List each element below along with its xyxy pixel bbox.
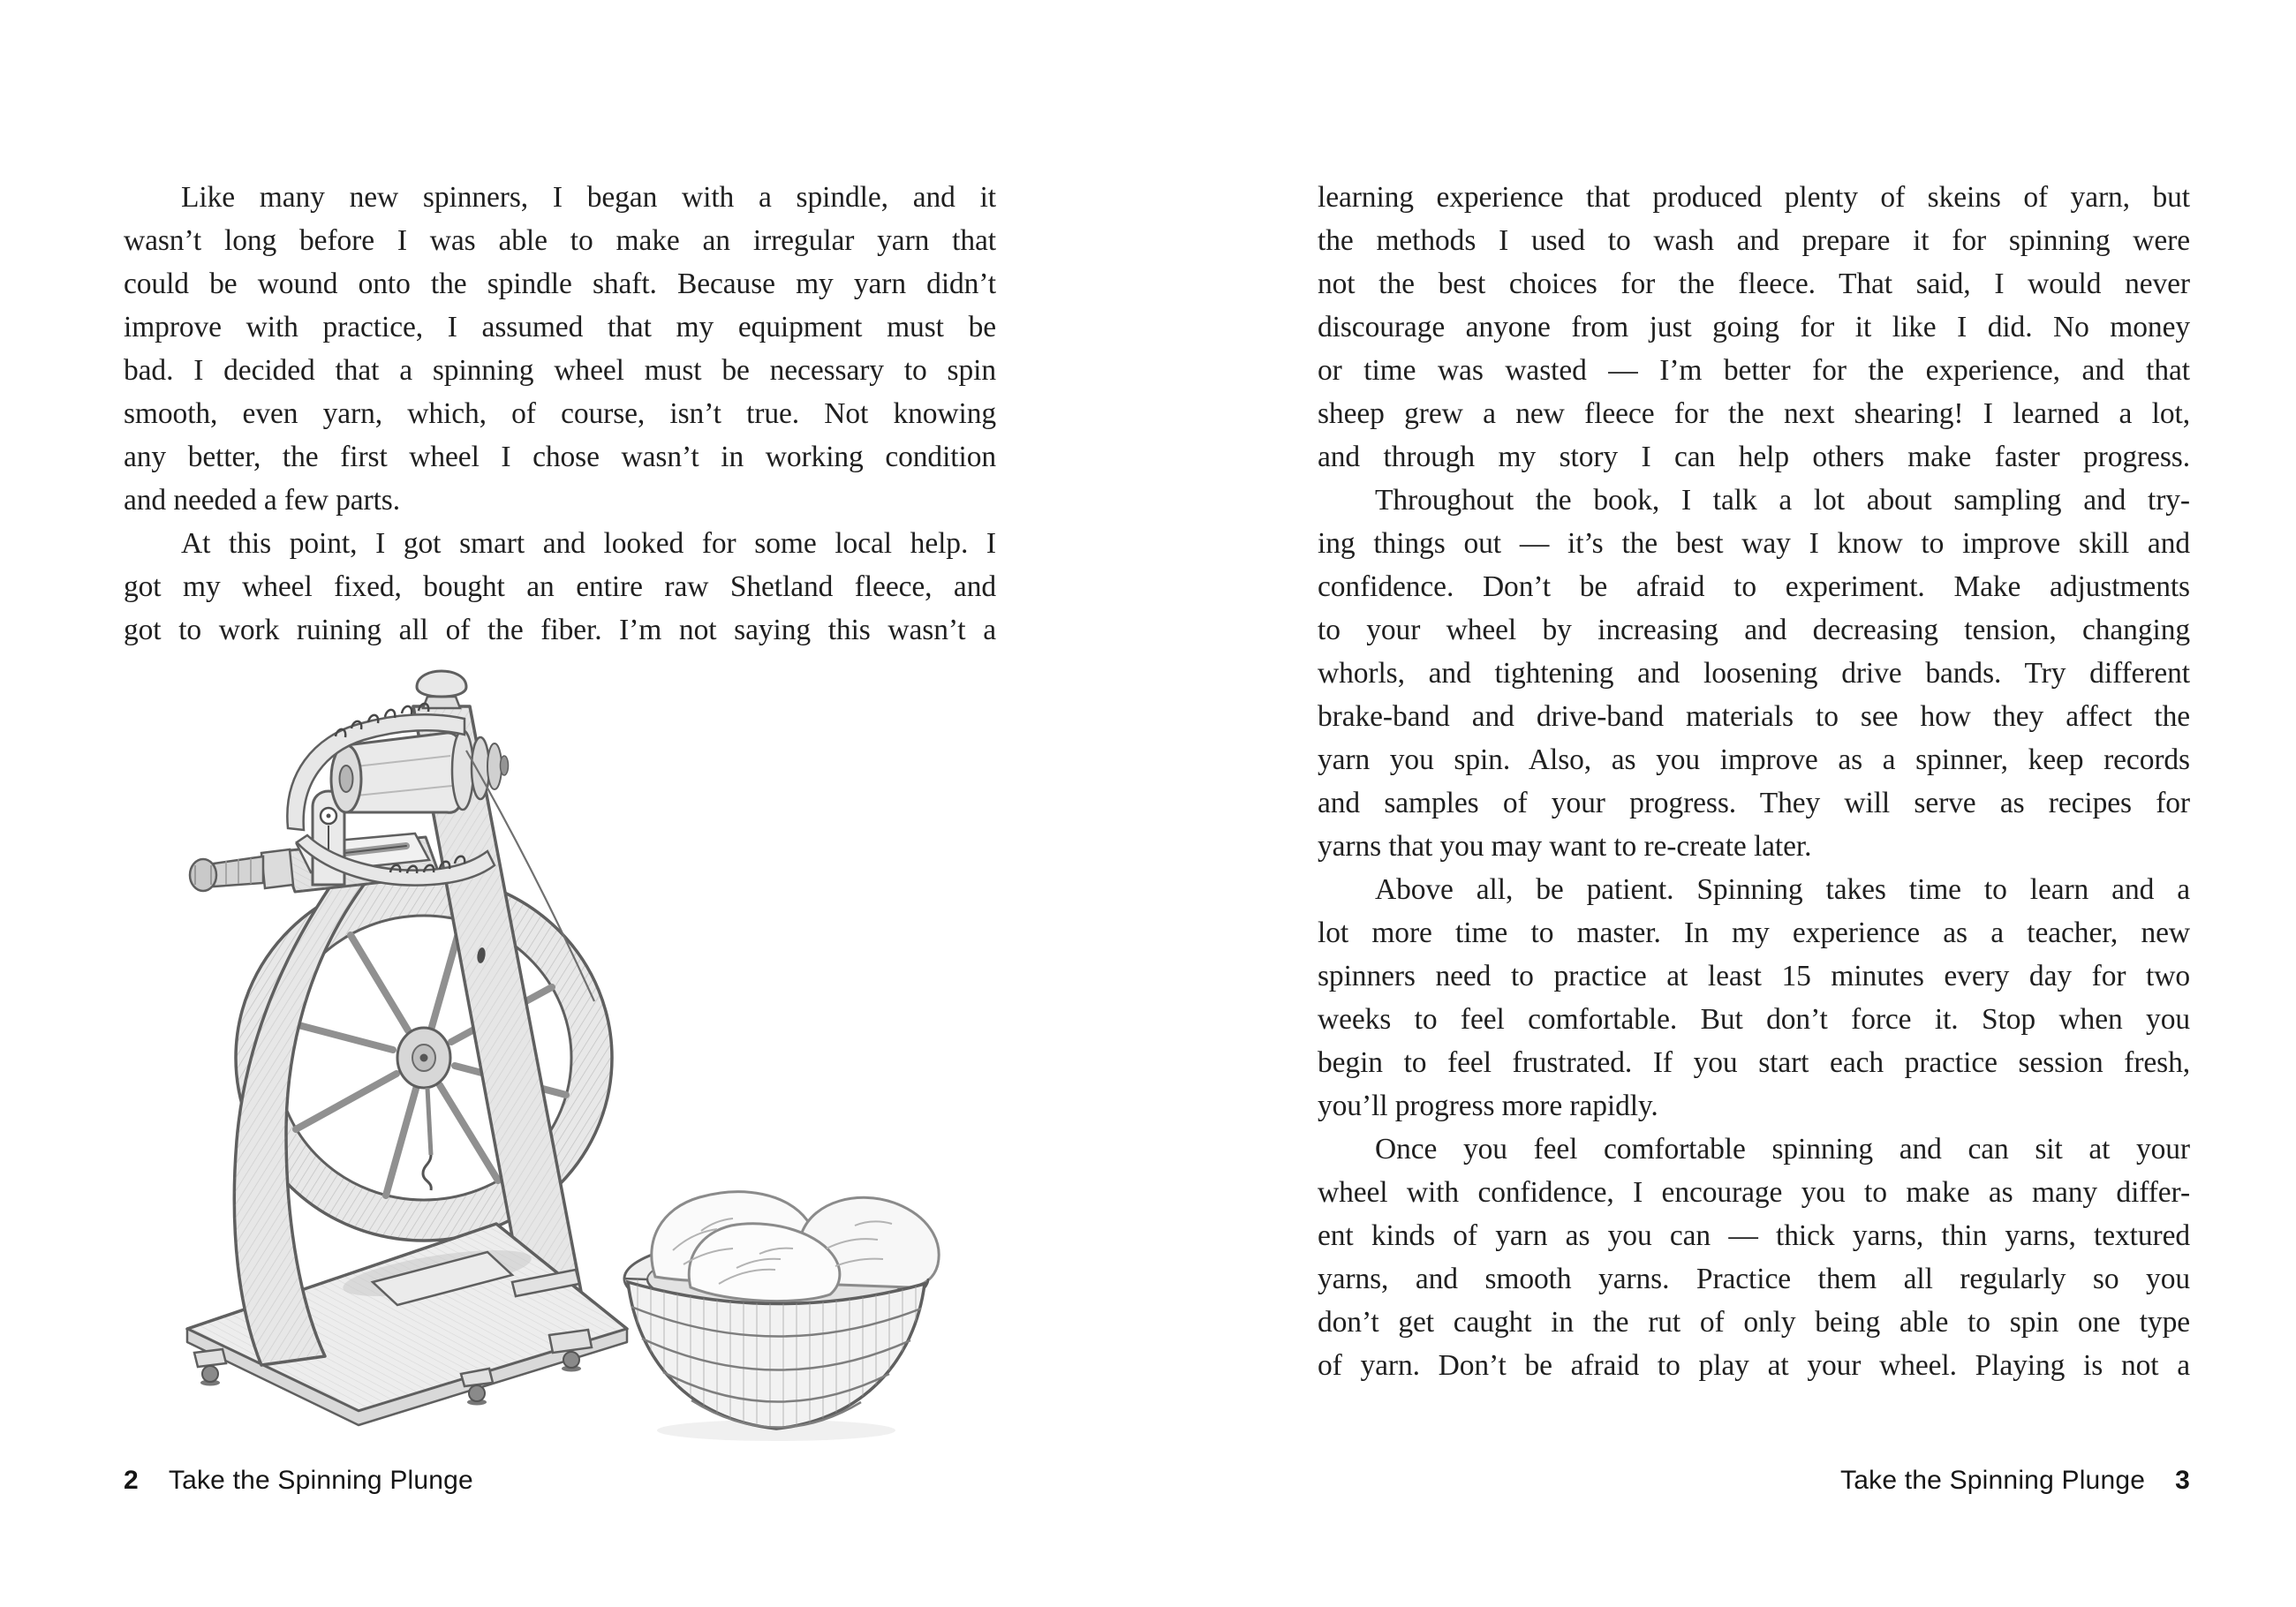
bobbin (346, 733, 463, 812)
text-line: smooth, even yarn, which, of course, isn’t true. Not knowing (124, 397, 996, 430)
text-line: you’ll progress more rapidly. (1318, 1090, 1658, 1122)
body-paragraph (1318, 868, 2190, 1128)
right-page-text-column (1318, 176, 2190, 1387)
text-line: lot more time to master. In my experience as a teacher, new (1318, 917, 2190, 949)
text-line: sheep grew a new fleece for the next shearing! I learned a lot, (1318, 397, 2190, 430)
wool-basket (624, 1192, 939, 1441)
flyer-assembly (190, 704, 509, 892)
text-line: begin to feel frustrated. If you start each practice session fresh, (1318, 1046, 2190, 1079)
text-line: and samples of your progress. They will serve as recipes for (1318, 787, 2190, 819)
text-line: any better, the first wheel I chose wasn’t in working condition (124, 441, 996, 473)
body-paragraph (1318, 1128, 2190, 1387)
text-line: could be wound onto the spindle shaft. Because my yarn didn’t (124, 268, 996, 300)
text-line: yarns that you may want to re-create later. (1318, 830, 1812, 863)
text-line: wasn’t long before I was able to make an irregular yarn that (124, 224, 996, 257)
text-line: Once you feel comfortable spinning and can sit at your (1375, 1133, 2190, 1166)
text-line: ing things out — it’s the best way I know to improve skill and (1318, 527, 2190, 560)
text-line: got to work ruining all of the fiber. I’m not saying this wasn’t a (124, 614, 996, 646)
text-line: to your wheel by increasing and decreasing tension, changing (1318, 614, 2190, 646)
text-line: whorls, and tightening and loosening drive bands. Try different (1318, 657, 2190, 690)
text-line: bad. I decided that a spinning wheel must be necessary to spin (124, 354, 996, 387)
text-line: improve with practice, I assumed that my equipment must be (124, 311, 996, 343)
text-line: yarn you spin. Also, as you improve as a spinner, keep records (1318, 743, 2190, 776)
text-line: wheel with confidence, I encourage you to make as many differ- (1318, 1176, 2190, 1209)
text-line: got my wheel fixed, bought an entire raw Shetland fleece, and (124, 570, 996, 603)
text-line: At this point, I got smart and looked for some local help. I (181, 527, 996, 560)
spinning-wheel-illustration (115, 664, 1007, 1485)
footman-rod (427, 1088, 431, 1155)
body-paragraph (124, 176, 996, 522)
text-line: not the best choices for the fleece. That said, I would never (1318, 268, 2190, 300)
text-line: and needed a few parts. (124, 484, 401, 517)
text-line: brake-band and drive-band materials to see how they affect the (1318, 700, 2190, 733)
text-line: or time was wasted — I’m better for the experience, and that (1318, 354, 2190, 387)
left-page-text-column (124, 176, 996, 652)
left-page-footer (124, 1466, 996, 1496)
text-line: don’t get caught in the rut of only being able to spin one type (1318, 1306, 2190, 1339)
text-line: ent kinds of yarn as you can — thick yarns, thin yarns, textured (1318, 1219, 2190, 1252)
text-line: discourage anyone from just going for it like I did. No money (1318, 311, 2190, 343)
text-line: learning experience that produced plenty of skeins of yarn, but (1318, 181, 2190, 214)
text-line: Above all, be patient. Spinning takes time to learn and a (1375, 873, 2190, 906)
body-paragraph (1318, 176, 2190, 479)
body-paragraph (1318, 479, 2190, 868)
spinning-wheel-and-basket-sketch (115, 664, 1007, 1485)
right-page-footer (1318, 1466, 2190, 1496)
text-line: yarns, and smooth yarns. Practice them all regularly so you (1318, 1263, 2190, 1295)
wool-fleece-lumps (652, 1192, 939, 1301)
whorl-discs (452, 730, 509, 810)
text-line: Like many new spinners, I began with a spindle, and it (181, 181, 996, 214)
text-line: confidence. Don’t be afraid to experiment. Make adjustments (1318, 570, 2190, 603)
running-footer-title: Take the Spinning Plunge (1840, 1466, 2146, 1495)
text-line: Throughout the book, I talk a lot about sampling and try- (1375, 484, 2190, 517)
text-line: spinners need to practice at least 15 minutes every day for two (1318, 960, 2190, 992)
body-paragraph (124, 522, 996, 652)
page-number: 3 (2175, 1466, 2190, 1495)
finial-knob (417, 671, 466, 697)
page-number: 2 (124, 1466, 139, 1495)
text-line: and through my story I can help others make faster progress. (1318, 441, 2190, 473)
text-line: the methods I used to wash and prepare it for spinning were (1318, 224, 2190, 257)
text-line: weeks to feel comfortable. But don’t force it. Stop when you (1318, 1003, 2190, 1036)
text-line: of yarn. Don’t be afraid to play at your wheel. Playing is not a (1318, 1349, 2190, 1382)
running-footer-title: Take the Spinning Plunge (168, 1466, 473, 1495)
